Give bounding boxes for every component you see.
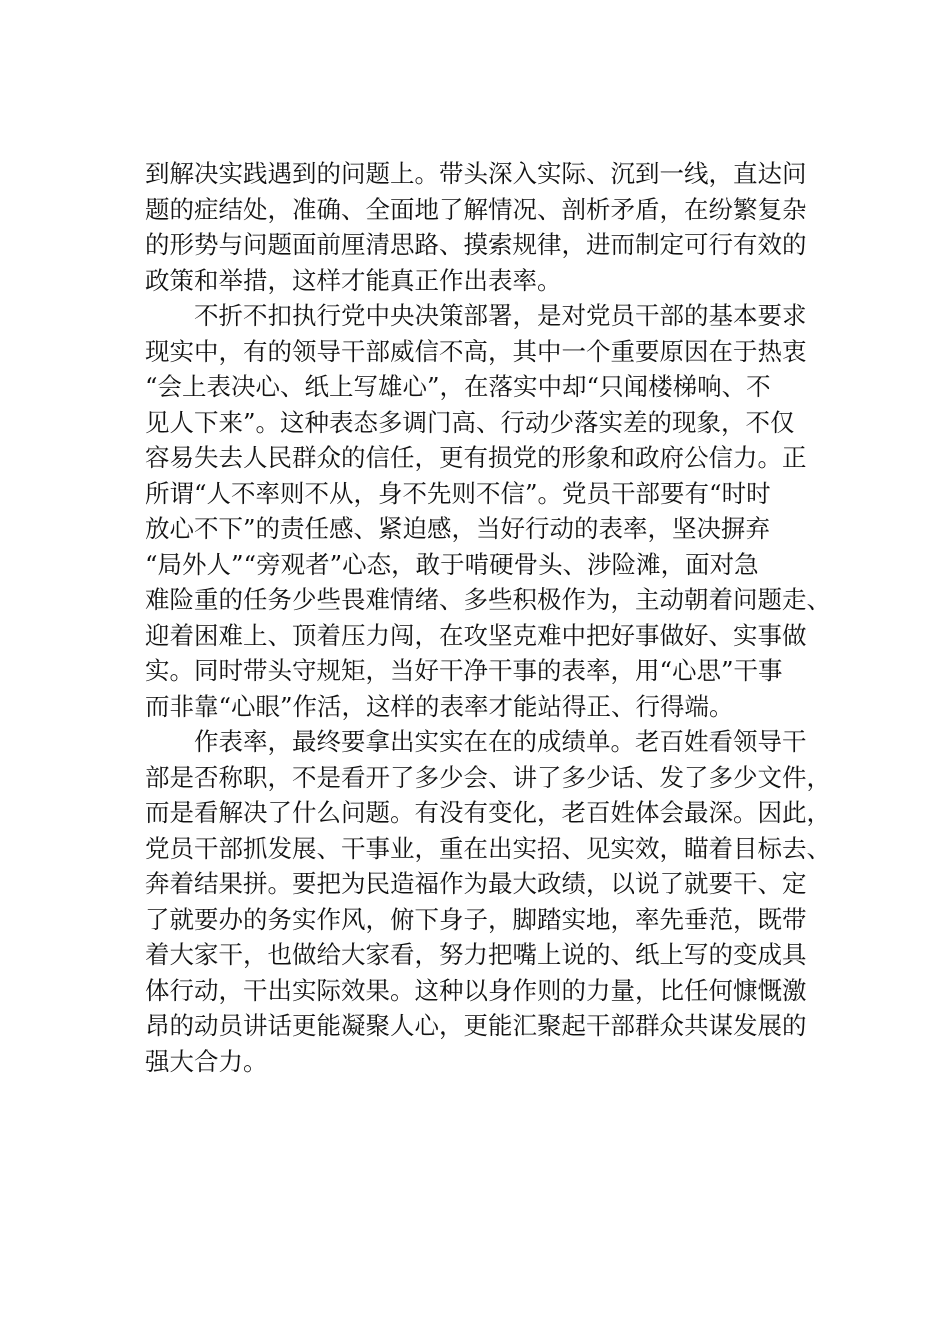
- text-line: “会上表决心、纸上写雄心”，在落实中却“只闻楼梯响、不: [145, 372, 771, 401]
- text-line: 不折不扣执行党中央决策部署，是对党员干部的基本要求: [145, 301, 807, 330]
- text-line: 容易失去人民群众的信任，更有损党的形象和政府公信力。正: [145, 443, 807, 472]
- text-line: 了就要办的务实作风，俯下身子，脚踏实地，率先垂范，既带: [145, 904, 807, 934]
- text-line: 作表率，最终要拿出实实在在的成绩单。老百姓看领导干: [145, 727, 807, 756]
- text-line: “局外人”“旁观者”心态，敢于啃硬骨头、涉险滩，面对急: [145, 549, 759, 579]
- text-line: 所谓“人不率则不从，身不先则不信”。党员干部要有“时时: [145, 478, 771, 508]
- text-line: 现实中，有的领导干部威信不高，其中一个重要原因在于热衷: [145, 336, 807, 366]
- text-line: 体行动，干出实际效果。这种以身作则的力量，比任何慷慨激: [145, 975, 807, 1005]
- text-line: 昂的动员讲话更能凝聚人心，更能汇聚起干部群众共谋发展的: [145, 1011, 807, 1040]
- text-line: 迎着困难上、顶着压力闯，在攻坚克难中把好事做好、实事做: [145, 620, 807, 650]
- text-line: 难险重的任务少些畏难情绪、多些积极作为，主动朝着问题走、: [145, 585, 831, 614]
- body-text: [145, 156, 845, 1079]
- text-line: 题的症结处，准确、全面地了解情况、剖析矛盾，在纷繁复杂: [145, 194, 807, 224]
- text-line: 部是否称职，不是看开了多少会、讲了多少话、发了多少文件，: [145, 762, 831, 792]
- text-line: 强大合力。: [145, 1046, 268, 1076]
- text-line: 见人下来”。这种表态多调门高、行动少落实差的现象，不仅: [145, 407, 795, 437]
- text-line: 而非靠“心眼”作活，这样的表率才能站得正、行得端。: [145, 691, 734, 721]
- text-line: 着大家干，也做给大家看，努力把嘴上说的、纸上写的变成具: [145, 940, 807, 969]
- text-line: 实。同时带头守规矩，当好干净干事的表率，用“心思”干事: [145, 656, 783, 685]
- text-line: 党员干部抓发展、干事业，重在出实招、见实效，瞄着目标去、: [145, 833, 831, 863]
- text-line: 的形势与问题面前厘清思路、摸索规律，进而制定可行有效的: [145, 230, 807, 259]
- text-line: 放心不下”的责任感、紧迫感，当好行动的表率，坚决摒弃: [145, 514, 771, 543]
- text-line: 而是看解决了什么问题。有没有变化，老百姓体会最深。因此，: [145, 798, 831, 827]
- text-line: 到解决实践遇到的问题上。带头深入实际、沉到一线，直达问: [145, 159, 807, 188]
- text-line: 奔着结果拼。要把为民造福作为最大政绩，以说了就要干、定: [145, 869, 807, 898]
- text-line: 政策和举措，这样才能真正作出表率。: [145, 265, 562, 295]
